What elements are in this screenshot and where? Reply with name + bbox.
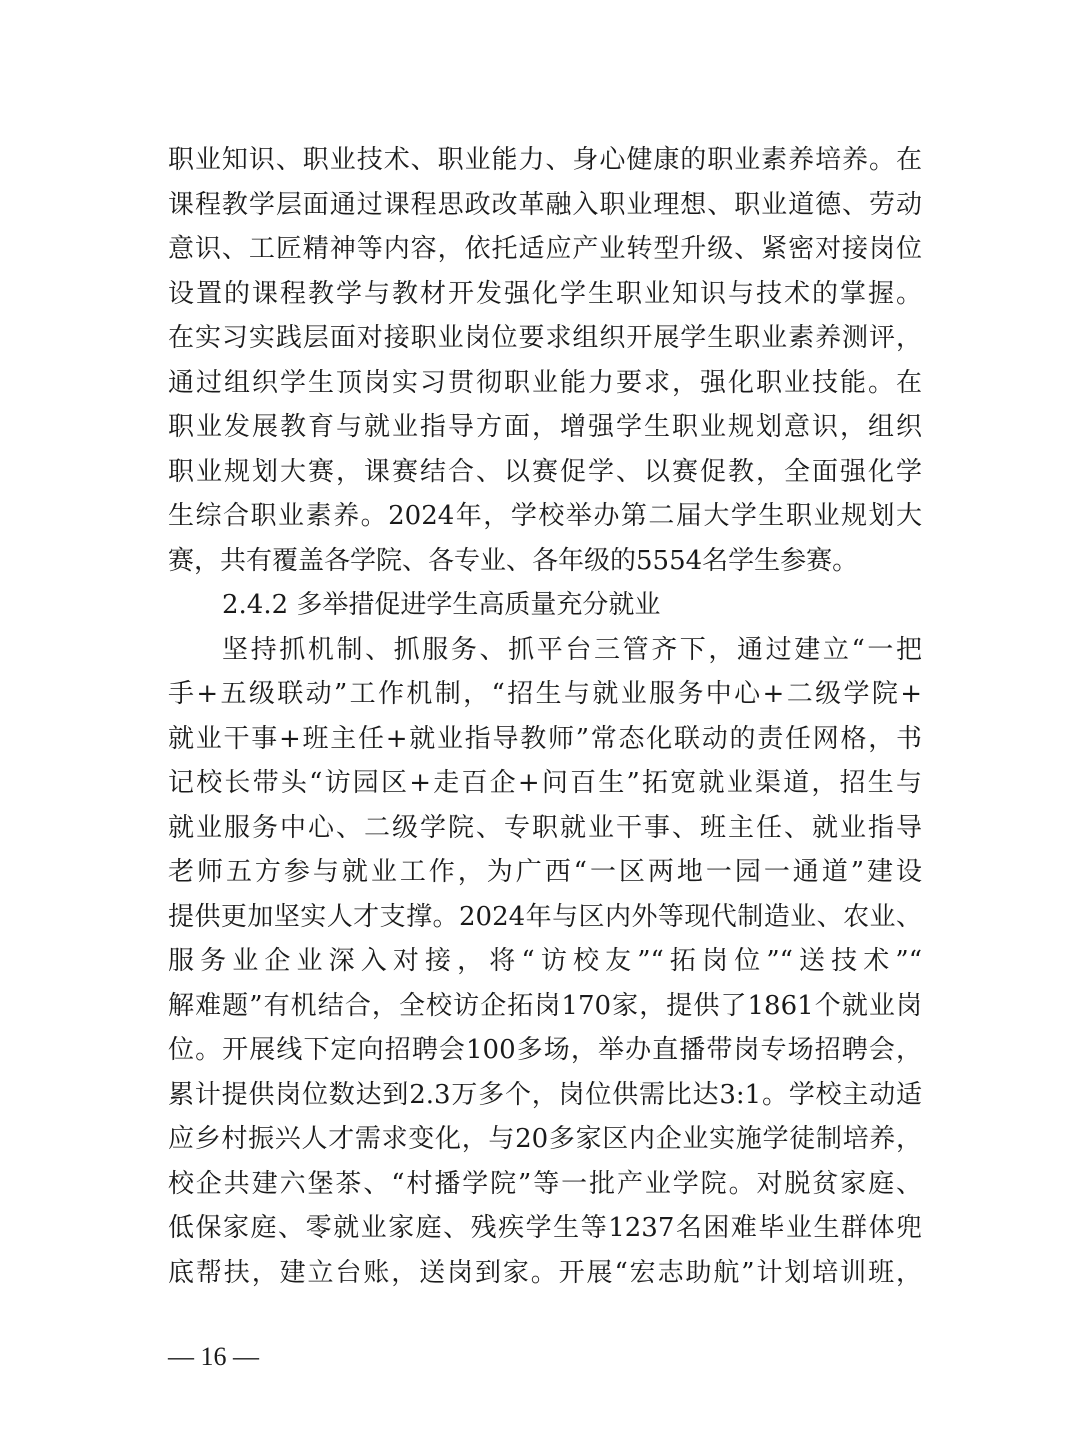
text-line: 位。开展线下定向招聘会100多场，举办直播带岗专场招聘会，: [168, 1035, 922, 1065]
text-line: 手+五级联动”工作机制，“招生与就业服务中心+二级学院+: [168, 679, 922, 709]
text-line: 记校长带头“访园区+走百企+问百生”拓宽就业渠道，招生与: [168, 768, 922, 798]
text-line: 提供更加坚实人才支撑。2024年与区内外等现代制造业、农业、: [168, 901, 922, 932]
text-line: 在实习实践层面对接职业岗位要求组织开展学生职业素养测评，: [168, 323, 922, 353]
document-body: [168, 138, 922, 1295]
text-line: 通过组织学生顶岗实习贯彻职业能力要求，强化职业技能。在: [168, 367, 922, 398]
section-heading: 2.4.2 多举措促进学生高质量充分就业: [222, 590, 661, 620]
text-line: 校企共建六堡茶、“村播学院”等一批产业学院。对脱贫家庭、: [168, 1168, 922, 1199]
text-line: 就业服务中心、二级学院、专职就业干事、班主任、就业指导: [168, 812, 922, 843]
text-line: 服务业企业深入对接，将“访校友”“拓岗位”“送技术”“: [168, 946, 922, 976]
text-line: 底帮扶，建立台账，送岗到家。开展“宏志助航”计划培训班，: [168, 1257, 922, 1288]
page-number: — 16 —: [168, 1342, 259, 1371]
text-line: 就业干事+班主任+就业指导教师”常态化联动的责任网格，书: [168, 723, 922, 754]
text-line: 坚持抓机制、抓服务、抓平台三管齐下，通过建立“一把: [222, 634, 922, 665]
text-line: 低保家庭、零就业家庭、残疾学生等1237名困难毕业生群体兜: [168, 1213, 922, 1243]
text-line: 课程教学层面通过课程思政改革融入职业理想、职业道德、劳动: [168, 189, 922, 220]
text-line: 应乡村振兴人才需求变化，与20多家区内企业实施学徒制培养，: [168, 1124, 922, 1154]
text-line: 职业发展教育与就业指导方面，增强学生职业规划意识，组织: [168, 412, 922, 442]
text-line: 职业知识、职业技术、职业能力、身心健康的职业素养培养。在: [168, 145, 922, 175]
text-line: 设置的课程教学与教材开发强化学生职业知识与技术的掌握。: [168, 278, 922, 309]
text-line: 老师五方参与就业工作，为广西“一区两地一园一通道”建设: [168, 857, 922, 887]
text-line: 累计提供岗位数达到2.3万多个，岗位供需比达3:1。学校主动适: [168, 1079, 922, 1110]
text-line: 生综合职业素养。2024年，学校举办第二届大学生职业规划大: [168, 501, 922, 531]
text-line: 意识、工匠精神等内容，依托适应产业转型升级、紧密对接岗位: [168, 234, 922, 264]
text-line: 解难题”有机结合，全校访企拓岗170家，提供了1861个就业岗: [168, 990, 922, 1021]
text-line: 职业规划大赛，课赛结合、以赛促学、以赛促教，全面强化学: [168, 456, 922, 487]
text-line: 赛，共有覆盖各学院、各专业、各年级的5554名学生参赛。: [168, 545, 859, 576]
